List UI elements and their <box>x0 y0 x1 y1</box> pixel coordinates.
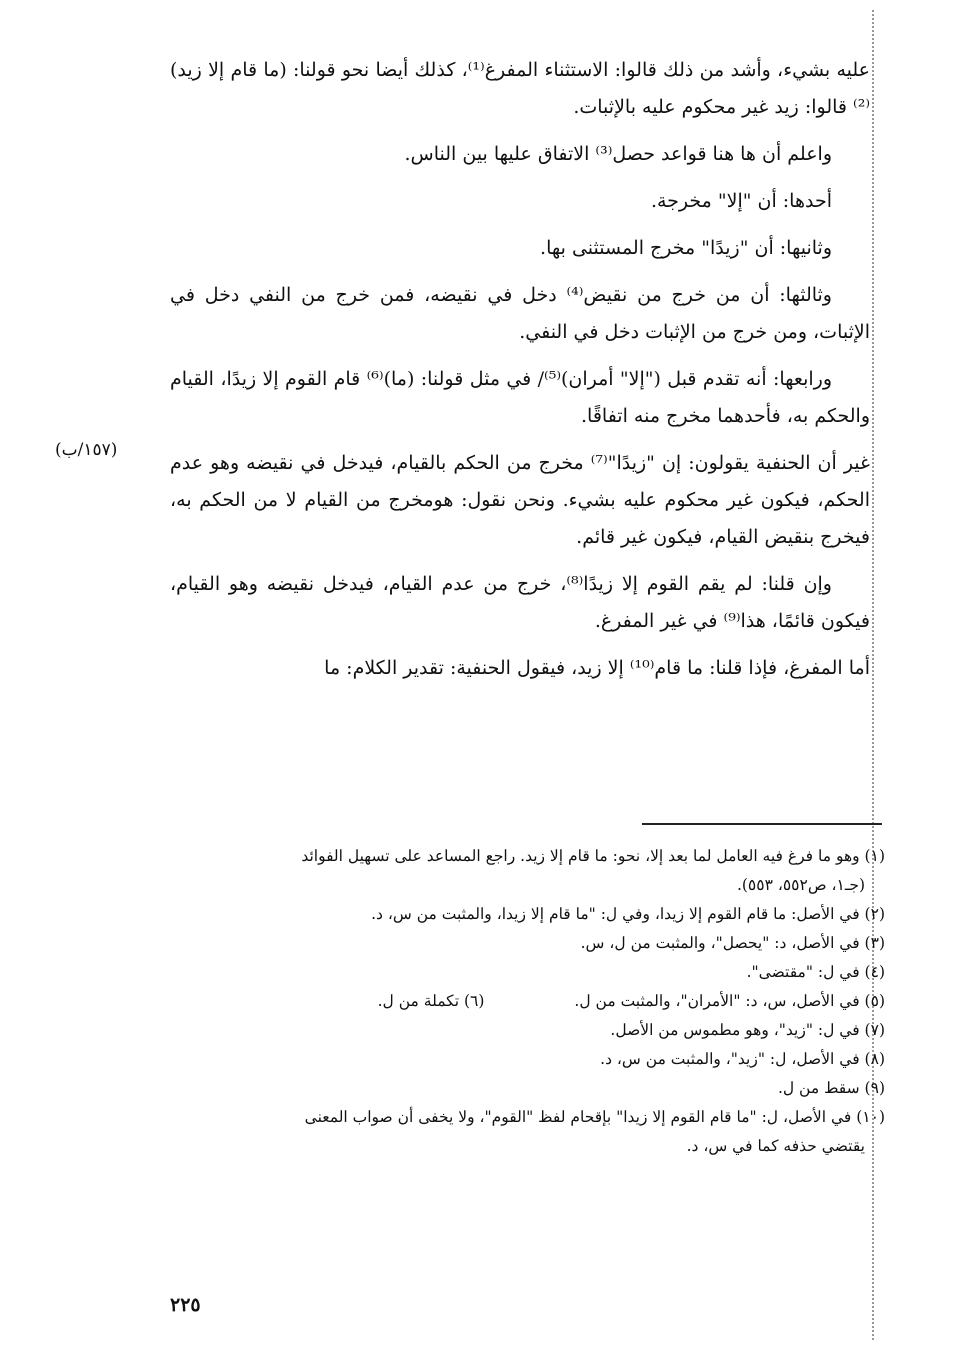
paragraph-8: وإن قلنا: لم يقم القوم إلا زيدًا⁽⁸⁾، خرج من عدم القيام، فيدخل نقيضه وهو القيام، فيكون قائمًا، هذا⁽⁹⁾ في غير المفرغ. <box>170 573 870 632</box>
footnote-separator <box>642 823 882 825</box>
footnotes <box>185 842 885 1161</box>
paragraph-4: وثانيها: أن "زيدًا" مخرج المستثنى بها. <box>540 237 832 259</box>
footnote-7: (٧) في ل: "زيد"، وهو مطموس من الأصل. <box>610 1021 885 1039</box>
footnote-2: (٢) في الأصل: ما قام القوم إلا زيدا، وفي ل: "ما قام إلا زيدا، والمثبت من س، د. <box>371 905 885 923</box>
footnote-10-continued: يقتضي حذفه كما في س، د. <box>686 1137 865 1155</box>
footnote-4: (٤) في ل: "مقتضى". <box>746 963 885 981</box>
footnote-1-continued: (جـ١، ص٥٥٢، ٥٥٣). <box>736 876 865 894</box>
main-text <box>170 52 870 697</box>
paragraph-2: واعلم أن ها هنا قواعد حصل⁽³⁾ الاتفاق عليها بين الناس. <box>404 143 832 165</box>
paragraph-6: ورابعها: أنه تقدم قبل ("إلا" أمران)⁽⁵⁾/ في مثل قولنا: (ما)⁽⁶⁾ قام القوم إلا زيدًا، القيام والحكم به، فأحدهما مخرج منه اتفاقًا. <box>170 368 870 427</box>
folio-margin-note: (١٥٧/ب) <box>55 440 118 460</box>
footnote-8: (٨) في الأصل، ل: "زيد"، والمثبت من س، د. <box>600 1050 885 1068</box>
paragraph-7: غير أن الحنفية يقولون: إن "زيدًا"⁽⁷⁾ مخرج من الحكم بالقيام، فيدخل في نقيضه وهو عدم الحكم، فيكون غير محكوم عليه بشيء. ونحن نقول: هومخرج من القيام لا من الحكم به، فيخرج بنقيض القيام، فيكون غير قائم. <box>170 452 870 548</box>
footnote-row-5-6 <box>185 987 885 1016</box>
paragraph-9: أما المفرغ، فإذا قلنا: ما قام⁽¹⁰⁾ إلا زيد، فيقول الحنفية: تقدير الكلام: ما <box>324 657 870 679</box>
footnote-1: (١) وهو ما فرغ فيه العامل لما بعد إلا، نحو: ما قام إلا زيد. راجع المساعد على تسهيل الفوائد <box>301 847 885 865</box>
footnote-3: (٣) في الأصل، د: "يحصل"، والمثبت من ل، س. <box>580 934 885 952</box>
footnote-6: (٦) تكملة من ل. <box>377 992 485 1010</box>
footnote-9: (٩) سقط من ل. <box>777 1079 885 1097</box>
paragraph-1: عليه بشيء، وأشد من ذلك قالوا: الاستثناء المفرغ⁽¹⁾، كذلك أيضا نحو قولنا: (ما قام إلا زيد)⁽²⁾ قالوا: زيد غير محكوم عليه بالإثبات. <box>170 59 870 118</box>
paragraph-3: أحدها: أن "إلا" مخرجة. <box>650 190 832 212</box>
footnote-5: (٥) في الأصل، س، د: "الأمران"، والمثبت من ل. <box>574 992 885 1010</box>
paragraph-5: وثالثها: أن من خرج من نقيض⁽⁴⁾ دخل في نقيضه، فمن خرج من النفي دخل في الإثبات، ومن خرج من الإثبات دخل في النفي. <box>170 284 870 343</box>
page-number: ٢٢٥ <box>170 1294 201 1316</box>
footnote-10: (١٠) في الأصل، ل: "ما قام القوم إلا زيدا" بإقحام لفظ "القوم"، ولا يخفى أن صواب المعنى <box>304 1108 885 1126</box>
